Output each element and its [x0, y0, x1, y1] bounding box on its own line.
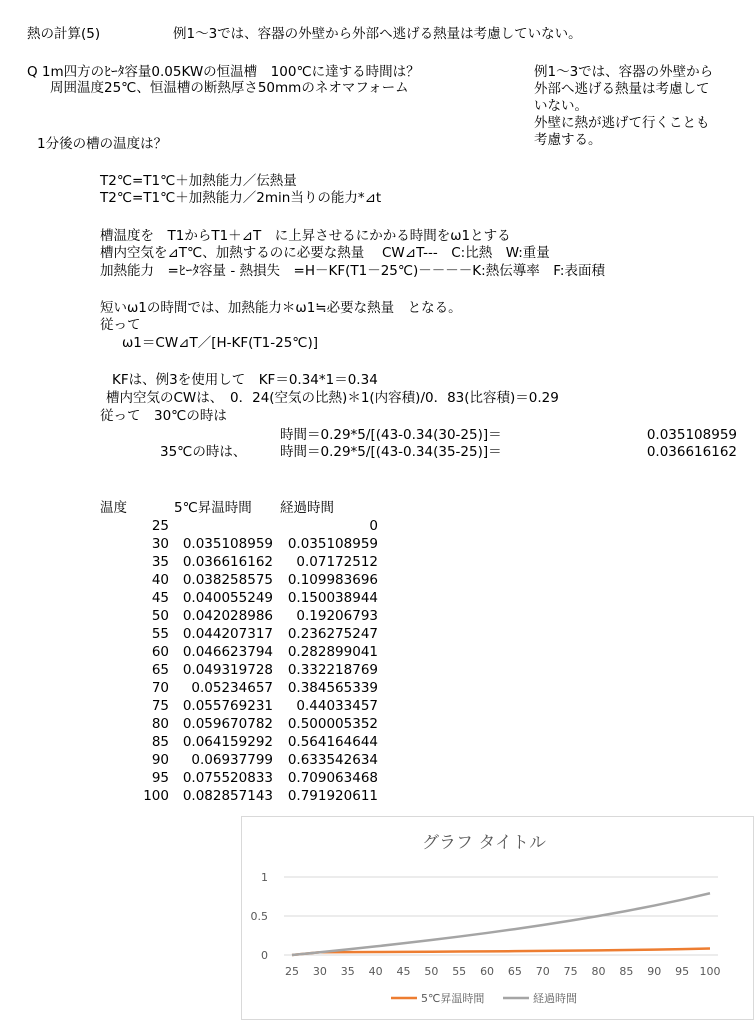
table-cell-elapsed: 0.44033457 [296, 698, 378, 714]
table-cell-temp: 65 [151, 662, 169, 678]
table-cell-rise: 0.059670782 [182, 716, 273, 732]
legend-label: 5℃昇温時間 [421, 992, 485, 1005]
table-cell-rise: 0.075520833 [182, 770, 273, 786]
y-tick-label: 0.5 [250, 910, 268, 923]
y-tick-label: 0 [261, 949, 268, 962]
table-cell-elapsed: 0.035108959 [287, 536, 378, 552]
table-cell-temp: 90 [151, 752, 169, 768]
question-line-2: 周囲温度25℃、恒温槽の断熱厚さ50mmのネオマフォーム [50, 80, 409, 96]
table-cell-rise: 0.055769231 [182, 698, 273, 714]
x-tick-label: 40 [368, 965, 383, 978]
x-tick-label: 70 [535, 965, 550, 978]
x-tick-label: 100 [699, 965, 721, 978]
table-cell-temp: 60 [151, 644, 169, 660]
time-30-value: 0.035108959 [646, 427, 737, 443]
table-header-rise: 5℃昇温時間 [174, 500, 252, 516]
header-note: 例1～3では、容器の外壁から外部へ逃げる熱量は考慮していない。 [173, 26, 582, 42]
explain-1: 槽温度を T1からT1＋⊿T に上昇させるにかかる時間をω1とする [100, 228, 511, 244]
table-cell-elapsed: 0 [369, 518, 378, 534]
table-cell-temp: 80 [151, 716, 169, 732]
x-tick-label: 50 [424, 965, 439, 978]
table-cell-elapsed: 0.150038944 [287, 590, 378, 606]
table-cell-temp: 35 [151, 554, 169, 570]
table-cell-temp: 55 [151, 626, 169, 642]
x-tick-label: 60 [480, 965, 495, 978]
table-header-temp: 温度 [100, 500, 127, 516]
explain-2: 槽内空気を⊿T℃、加熱するのに必要な熱量 CW⊿T--- C:比熱 W:重量 [100, 245, 550, 261]
x-tick-label: 65 [507, 965, 522, 978]
side-note-line: 外部へ逃げる熱量は考慮して [534, 81, 710, 97]
table-cell-temp: 45 [151, 590, 169, 606]
chart-title: グラフ タイトル [421, 833, 547, 853]
table-cell-elapsed: 0.282899041 [287, 644, 378, 660]
table-cell-elapsed: 0.384565339 [287, 680, 378, 696]
table-cell-elapsed: 0.791920611 [287, 788, 378, 804]
omega-formula: ω1＝CW⊿T／[H-KF(T1-25℃)] [122, 335, 318, 351]
table-cell-elapsed: 0.709063468 [287, 770, 378, 786]
explain-3: 加熱能力 =ﾋｰﾀ容量 - 熱損失 =H－KF(T1－25℃)－－－－K:熱伝導率 F:表面積 [100, 263, 605, 279]
x-tick-label: 45 [396, 965, 411, 978]
table-cell-elapsed: 0.236275247 [287, 626, 378, 642]
table-cell-temp: 40 [151, 572, 169, 588]
line-chart [241, 816, 754, 1020]
table-cell-temp: 95 [151, 770, 169, 786]
table-cell-rise: 0.049319728 [182, 662, 273, 678]
x-tick-label: 35 [340, 965, 355, 978]
x-tick-label: 85 [619, 965, 634, 978]
table-header-elapsed: 経過時間 [280, 500, 334, 516]
table-cell-rise: 0.044207317 [182, 626, 273, 642]
short-2: 従って [100, 317, 141, 333]
side-note-line: 例1～3では、容器の外壁から [534, 64, 714, 80]
legend-label: 経過時間 [533, 992, 577, 1005]
table-cell-elapsed: 0.07172512 [296, 554, 378, 570]
table-cell-elapsed: 0.19206793 [296, 608, 378, 624]
table-cell-rise: 0.064159292 [182, 734, 273, 750]
side-note-line: 外壁に熱が逃げて行くことも [534, 115, 710, 131]
x-tick-label: 55 [452, 965, 467, 978]
table-cell-elapsed: 0.332218769 [287, 662, 378, 678]
formula-1: T2℃=T1℃＋加熱能力／伝熱量 [100, 173, 297, 189]
y-tick-label: 1 [261, 871, 268, 884]
table-cell-temp: 25 [151, 518, 169, 534]
time-35-value: 0.036616162 [646, 444, 737, 460]
x-tick-label: 30 [312, 965, 327, 978]
page-title: 熱の計算(5) [27, 26, 101, 42]
x-tick-label: 90 [647, 965, 662, 978]
table-cell-temp: 75 [151, 698, 169, 714]
sub-question: 1分後の槽の温度は？ [37, 136, 168, 152]
table-cell-rise: 0.046623794 [182, 644, 273, 660]
table-cell-elapsed: 0.500005352 [287, 716, 378, 732]
table-cell-temp: 85 [151, 734, 169, 750]
x-tick-label: 95 [675, 965, 690, 978]
x-tick-label: 75 [563, 965, 578, 978]
kf-line: KFは、例3を使用して KF＝0.34*1＝0.34 [112, 372, 378, 388]
cw-line: 槽内空気のCWは、 0．24(空気の比熱)＊1(内容積)/0．83(比容積)＝0.29 [106, 390, 559, 406]
table-cell-rise: 0.035108959 [182, 536, 273, 552]
table-cell-rise: 0.042028986 [182, 608, 273, 624]
table-cell-rise: 0.06937799 [191, 752, 273, 768]
table-cell-temp: 30 [151, 536, 169, 552]
table-cell-elapsed: 0.633542634 [287, 752, 378, 768]
table-cell-temp: 50 [151, 608, 169, 624]
table-cell-rise: 0.05234657 [191, 680, 273, 696]
table-cell-elapsed: 0.564164644 [287, 734, 378, 750]
formula-2: T2℃=T1℃＋加熱能力／2min当りの能力*⊿t [100, 190, 382, 206]
table-cell-temp: 70 [151, 680, 169, 696]
table-cell-temp: 100 [143, 788, 169, 804]
time-30-formula: 時間＝0.29*5/[(43-0.34(30-25)]＝ [280, 427, 502, 443]
table-cell-rise: 0.038258575 [182, 572, 273, 588]
x-tick-label: 25 [285, 965, 299, 978]
table-cell-rise: 0.082857143 [182, 788, 273, 804]
table-cell-elapsed: 0.109983696 [287, 572, 378, 588]
side-note-line: いない。 [534, 98, 588, 114]
table-cell-rise: 0.036616162 [182, 554, 273, 570]
time-35-formula: 時間＝0.29*5/[(43-0.34(35-25)]＝ [280, 444, 502, 460]
thus-30: 従って 30℃の時は [100, 408, 227, 424]
question-line-1: Q 1m四方のﾋｰﾀ容量0.05KWの恒温槽 100℃に達する時間は？ [27, 64, 420, 80]
x-tick-label: 80 [591, 965, 606, 978]
short-1: 短いω1の時間では、加熱能力＊ω1≒必要な熱量 となる。 [100, 300, 462, 316]
label-35: 35℃の時は、 [160, 444, 247, 460]
table-cell-rise: 0.040055249 [182, 590, 273, 606]
side-note-line: 考慮する。 [534, 132, 602, 148]
side-note [534, 64, 749, 149]
